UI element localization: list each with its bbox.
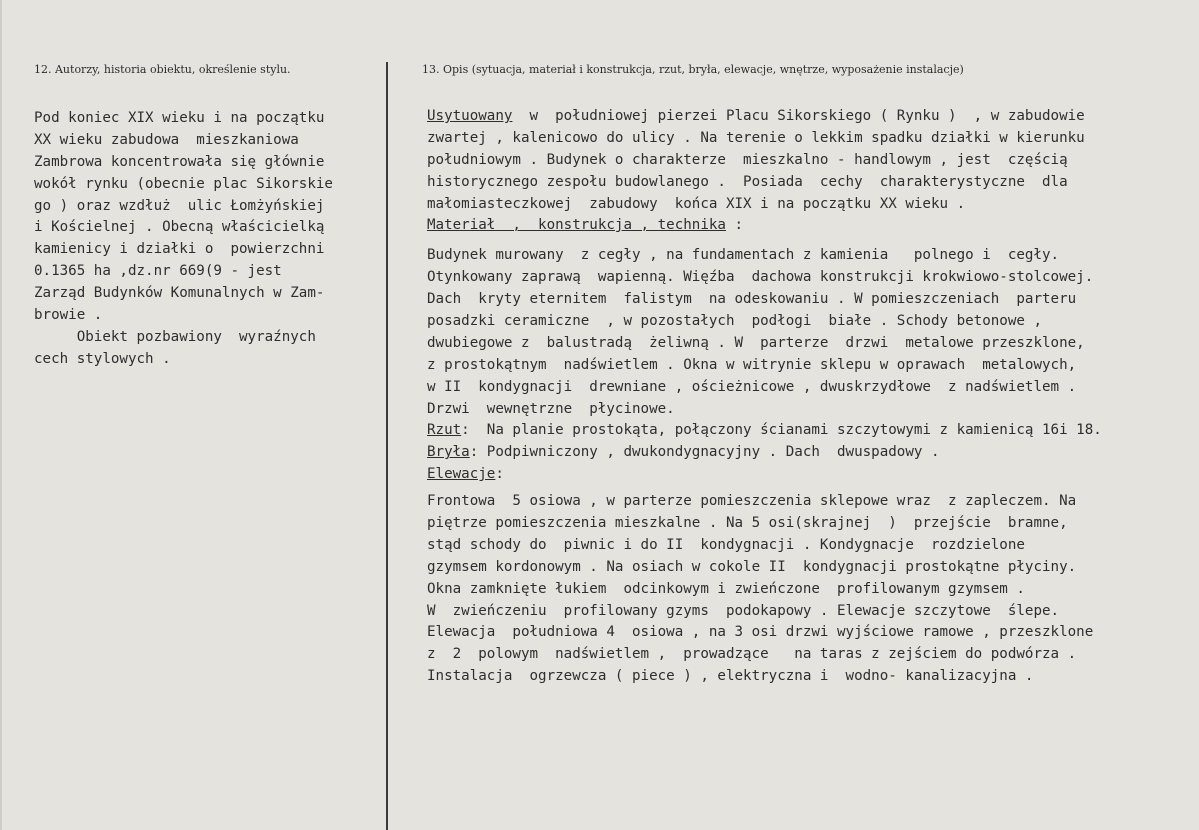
history-line: Obiekt pozbawiony wyraźnych [34,328,316,345]
location-line: małomiasteczkowej zabudowy końca XIX i na początku XX wieku . [427,195,966,212]
column-divider [386,62,388,830]
location-text: w południowej pierzei Placu Sikorskiego ( Rynku ) , w zabudowie [512,108,1085,124]
material-line: w II kondygnacji drewniane , ościeżnicowe , dwuskrzydłowe z nadświetlem . [427,378,1077,395]
massing-heading: Bryła [427,444,470,461]
elevations-line: Elewacja południowa 4 osiowa , na 3 osi drzwi wyjściowe ramowe , przeszklone [427,624,1094,641]
history-line: cech stylowych . [34,350,171,367]
material-heading-suffix: : [725,217,744,234]
elevations-line: stąd schody do piwnic i do II kondygnacji . Kondygnacje rozdzielone [427,536,1025,553]
elevations-heading-line [427,464,1197,486]
history-line: kamienicy i działki o powierzchni [34,241,325,258]
material-line: Dach kryty eternitem falistym na odeskowaniu . W pomieszczeniach parteru [427,291,1077,308]
history-line: Zarząd Budynków Komunalnych w Zam- [34,285,325,302]
massing-line [427,442,1197,464]
elevations-line: W zwieńczeniu profilowany gzyms podokapowy . Elewacje szczytowe ślepe. [427,602,1060,619]
material-line: Drzwi wewnętrzne płycinowe. [427,400,675,417]
elevations-heading: Elewacje [427,466,496,483]
spacer [427,237,1197,245]
plan-text: : Na planie prostokąta, połączony ścianami szczytowymi z kamienicą 16i 18. [461,422,1102,439]
location-heading: Usytuowany [427,108,513,124]
location-line: południowym . Budynek o charakterze mieszkalno - handlowym , jest częścią [427,151,1068,168]
material-heading-line [427,215,1197,237]
history-line: XX wieku zabudowa mieszkaniowa [34,131,299,148]
elevations-heading-suffix: : [495,466,504,483]
material-line: Otynkowany zaprawą wapienną. Więźba dachowa konstrukcji krokwiowo-stolcowej. [427,269,1094,286]
history-line: Pod koniec XIX wieku i na początku [34,110,325,126]
history-line: wokół rynku (obecnie plac Sikorskie [34,175,333,192]
material-heading: Materiał , konstrukcja , technika [427,217,726,234]
elevations-line: z 2 polowym nadświetlem , prowadzące na taras z zejściem do podwórza . [427,646,1077,663]
location-line: historycznego zespołu budowlanego . Posiada cechy charakterystyczne dla [427,173,1068,190]
elevations-line: Frontowa 5 osiowa , w parterze pomieszczenia sklepowe wraz z zapleczem. Na [427,493,1077,510]
material-line: Budynek murowany z cegły , na fundamentach z kamienia polnego i cegły. [427,247,1060,264]
history-line: 0.1365 ha ,dz.nr 669(9 - jest [34,263,282,280]
section-12-header: 12. Autorzy, historia obiektu, określenie stylu. [34,63,291,76]
elevations-line: piętrze pomieszczenia mieszkalne . Na 5 osi(skrajnej ) przejście bramne, [427,515,1068,532]
history-line: i Kościelnej . Obecną właścicielką [34,219,325,236]
material-line: posadzki ceramiczne , w pozostałych podłogi białe . Schody betonowe , [427,313,1042,330]
material-line: z prostokątnym nadświetlem . Okna w witrynie sklepu w oprawach metalowych, [427,356,1077,373]
elevations-line: Instalacja ogrzewcza ( piece ) , elektryczna i wodno- kanalizacyjna . [427,668,1034,685]
history-line: browie . [34,307,103,324]
location-line: zwartej , kalenicowo do ulicy . Na terenie o lekkim spadku działki w kierunku [427,129,1085,146]
elevations-line: Okna zamknięte łukiem odcinkowym i zwieńczone profilowanym gzymsem . [427,580,1025,597]
history-text [34,108,379,371]
plan-heading: Rzut [427,422,462,439]
description-text [427,106,1197,688]
history-line: Zambrowa koncentrowała się głównie [34,153,325,170]
massing-text: : Podpiwniczony , dwukondygnacyjny . Dach dwuspadowy . [469,444,940,461]
location-line [427,106,1197,128]
section-13-header: 13. Opis (sytuacja, materiał i konstrukcja, rzut, bryła, elewacje, wnętrze, wyposażenie instalacje) [422,63,964,76]
material-line: dwubiegowe z balustradą żeliwną . W parterze drzwi metalowe przeszklone, [427,334,1085,351]
plan-line [427,420,1197,442]
history-line: go ) oraz wzdłuż ulic Łomżyńskiej [34,197,325,214]
elevations-line: gzymsem kordonowym . Na osiach w cokole II kondygnacji prostokątne płyciny. [427,558,1077,575]
